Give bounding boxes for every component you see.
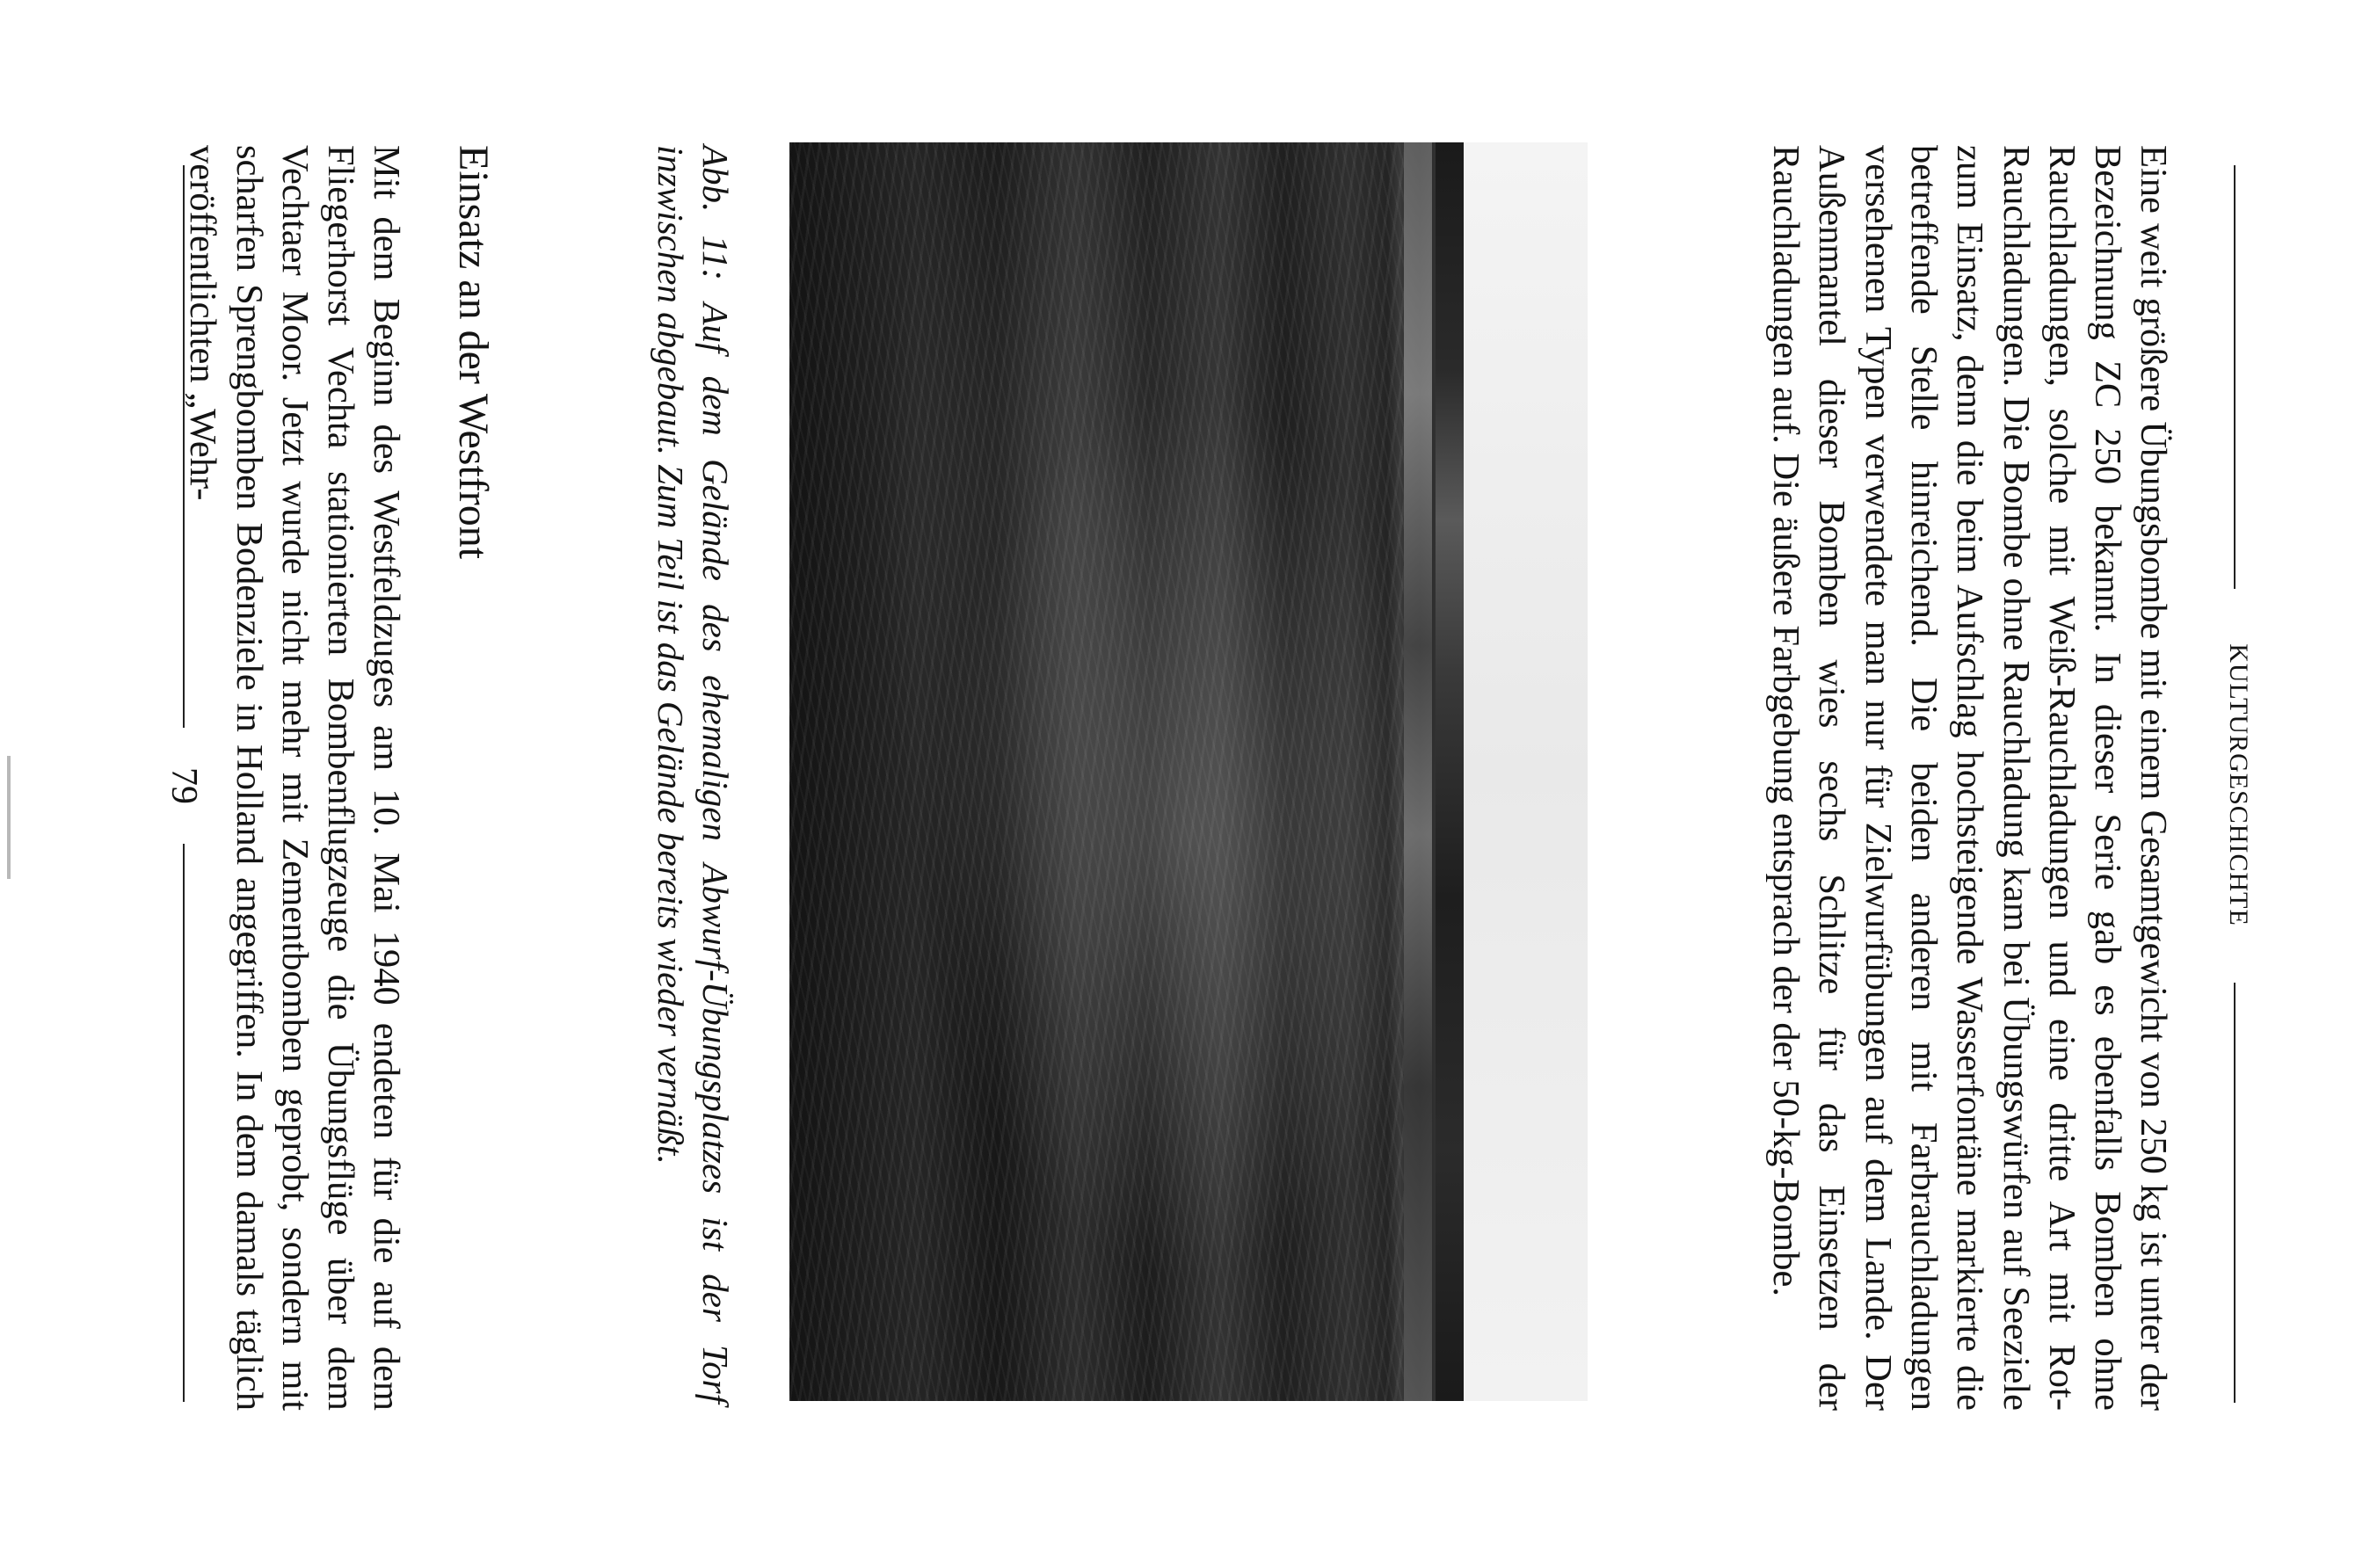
page-number: 79 [164,767,204,804]
scan-edge-mark [7,756,11,879]
section-heading: Einsatz an der Westfront [450,145,497,560]
photo-field [789,142,1404,1401]
body-paragraph-section: Mit dem Beginn des Westfeldzuges am 10. Mai 1940 endeten für die auf dem Fliegerhorst Vechta stationierten Bombenflugzeuge die Übungsflüge über dem Vechtaer Moor. Jetzt wurde nicht mehr mit Zementbomben geprobt, sondern mit scharfen Sprengbomben Bodenziele in Holland angegriffen. In dem damals täglich veröffentlichten „Wehr- [182,145,408,1411]
running-header: KULTURGESCHICHTE [2224,643,2253,926]
footer-rule-right [183,844,185,1402]
footer-rule-left [183,165,185,728]
body-paragraph-top: Eine weit größere Übungsbombe mit einem Gesamtgewicht von 250 kg ist unter der Bezeichnung ZC 250 bekannt. In dieser Serie gab es ebenfalls Bomben ohne Rauchladungen, solche mit Weiß-Rauchladungen und eine dritte Art mit Rot-Rauchladungen. Die Bombe ohne Rauchladung kam bei Übungswürfen auf Seeziele zum Einsatz, denn die beim Aufschlag hochsteigende Wasserfontäne markierte die betreffende Stelle hinreichend. Die beiden anderen mit Farbrauchladungen versehenen Typen verwendete man nur für Zielwurfübungen auf dem Lande. Der Außenmantel dieser Bomben wies sechs Schlitze für das Einsetzen der Rauchladungen auf. Die äußere Farbgebung entsprach der der 50-kg-Bombe. [1765,145,2175,1411]
figure-photo-moor-landscape [789,142,1588,1401]
header-rule-left [2234,165,2236,589]
header-rule-right [2234,983,2236,1403]
photo-sky [1456,142,1588,1401]
photo-water-strip [1404,142,1432,1401]
figure-caption: Abb. 11: Auf dem Gelände des ehemaligen Abwurf-Übungsplatzes ist der Torf inzwischen abgebaut. Zum Teil ist das Gelände bereits wieder vernäßt. [651,145,736,1404]
photo-treeline [1436,142,1465,1401]
